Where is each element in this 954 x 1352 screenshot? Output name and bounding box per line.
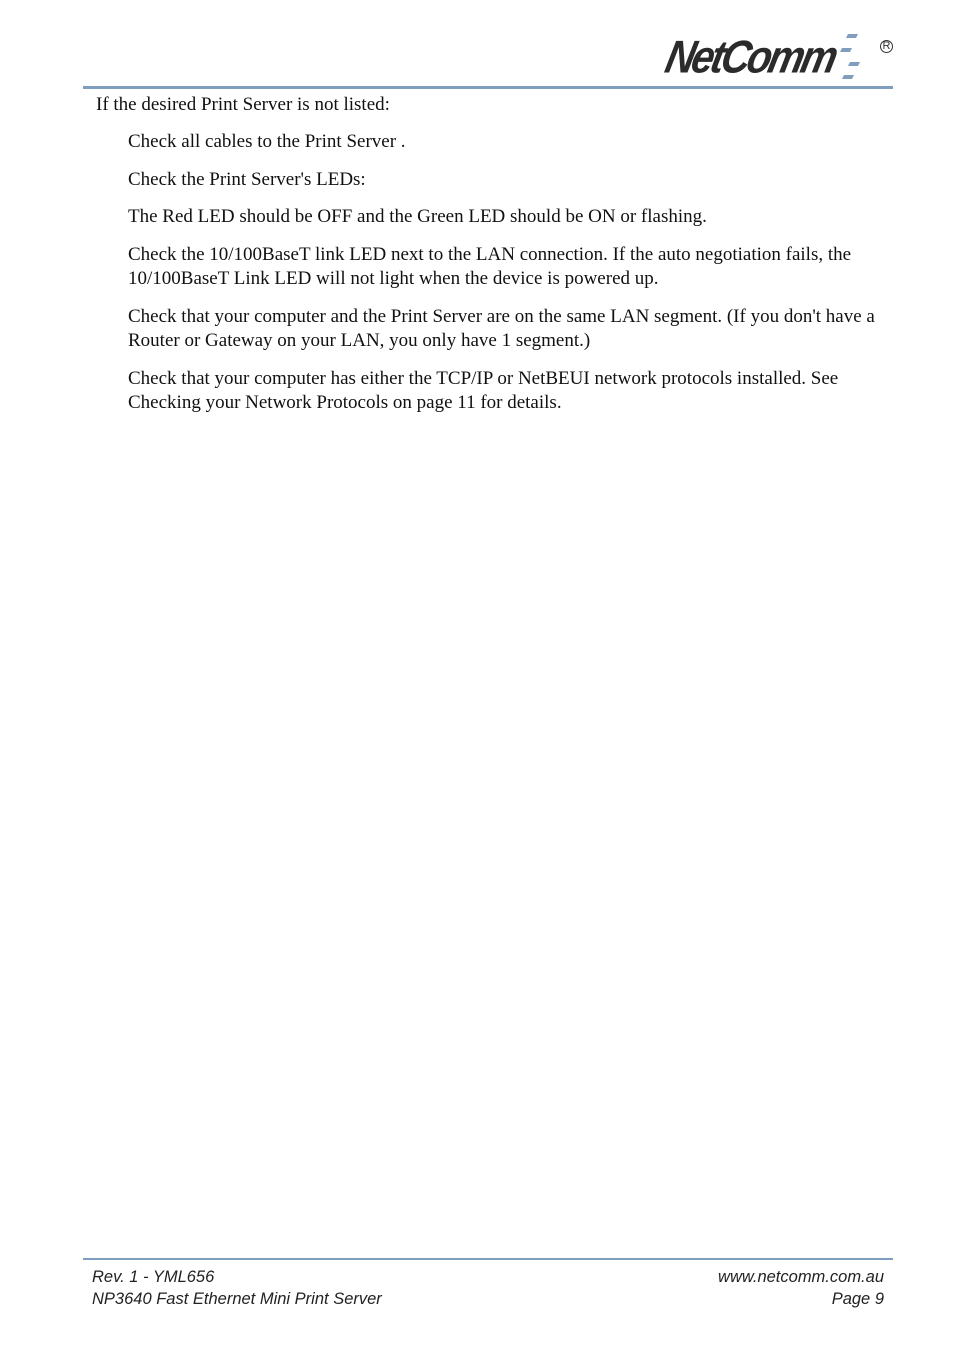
item-lan-segment: Check that your computer and the Print Server are on the same LAN segment. (If you don't have a Router or Gateway on your LAN, you only have 1 segment.) [128, 306, 875, 351]
item-led-state: The Red LED should be OFF and the Green LED should be ON or flashing. [128, 206, 707, 227]
netcomm-logo [661, 28, 896, 84]
item-link-led: Check the 10/100BaseT link LED next to the LAN connection. If the auto negotiation fails, the 10/100BaseT Link LED will not light when the device is powered up. [128, 244, 852, 289]
logo-dashes-icon [840, 28, 880, 84]
item-protocols: Check that your computer has either the TCP/IP or NetBEUI network protocols installed. See Checking your Network Protocols on page 11 for details. [128, 368, 839, 413]
footer-rule [83, 1258, 893, 1260]
header-rule [83, 86, 893, 89]
item-check-leds: Check the Print Server's LEDs: [128, 169, 366, 190]
footer-product: NP3640 Fast Ethernet Mini Print Server [92, 1290, 382, 1308]
footer-page-number: Page 9 [831, 1290, 884, 1308]
item-check-cables: Check all cables to the Print Server . [128, 131, 406, 152]
footer-revision: Rev. 1 - YML656 [92, 1268, 215, 1286]
registered-mark: R [880, 40, 893, 53]
footer-website: www.netcomm.com.au [718, 1268, 884, 1286]
logo-wordmark: NetComm [661, 32, 840, 83]
lead-paragraph: If the desired Print Server is not listed: [96, 94, 390, 115]
